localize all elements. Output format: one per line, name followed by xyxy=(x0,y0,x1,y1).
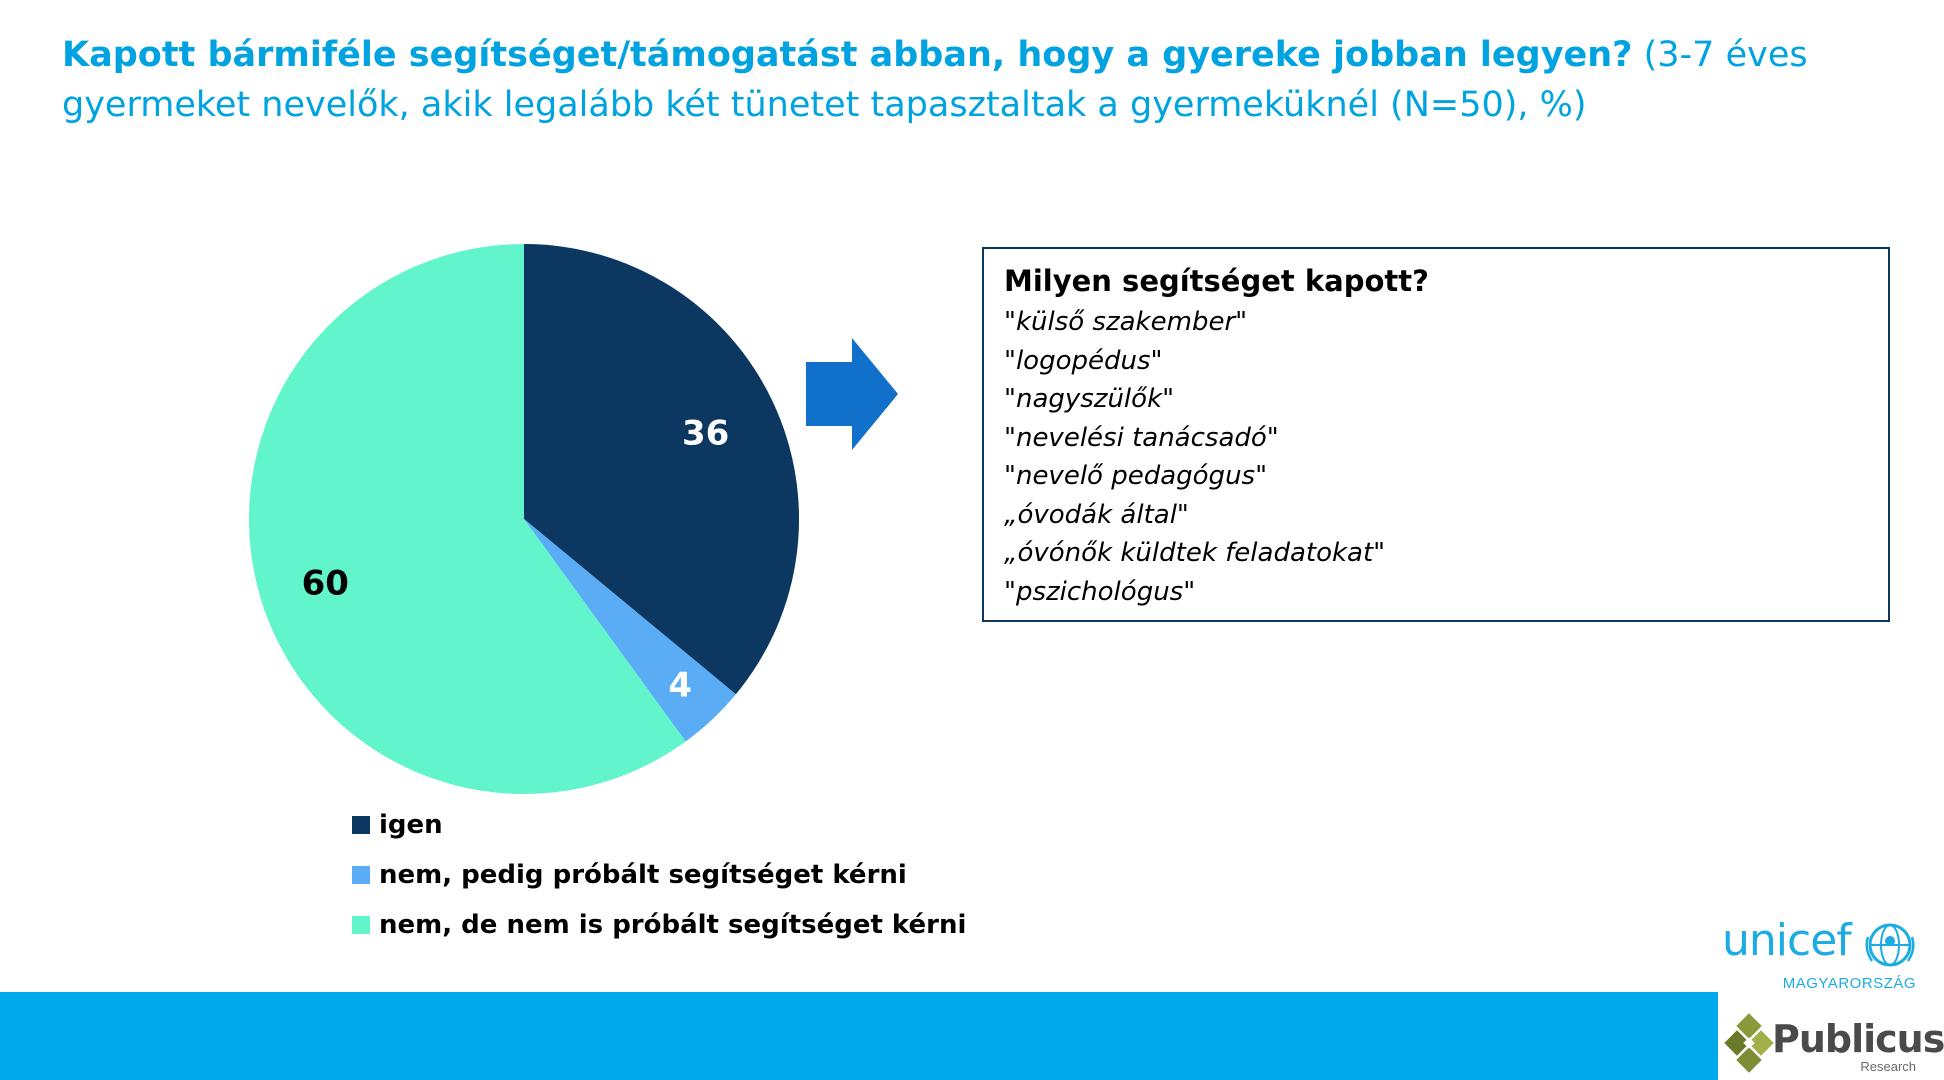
footer-bar xyxy=(0,992,1718,1080)
legend-item xyxy=(352,850,966,900)
publicus-research-label: Research xyxy=(1860,1059,1916,1074)
help-types-title: Milyen segítséget kapott? xyxy=(1004,264,1429,298)
publicus-diamond-icon xyxy=(1724,1015,1774,1071)
legend-label: nem, de nem is próbált segítséget kérni xyxy=(379,910,967,940)
chart-legend xyxy=(352,800,966,950)
help-type-item: „óvónők küldtek feladatokat" xyxy=(1004,538,1386,568)
unicef-logo xyxy=(1718,915,1920,995)
chart-title-subtitle: (3-7 éves gyermeket nevelők, akik legalább két tünetet tapasztaltak a gyermeküknél (N=50), %) xyxy=(62,35,1808,125)
help-type-item: "külső szakember" xyxy=(1004,307,1248,337)
pie-data-label: 60 xyxy=(301,563,349,604)
legend-swatch xyxy=(352,916,370,934)
pie-data-label: 36 xyxy=(681,413,730,454)
unicef-country-label: MAGYARORSZÁG xyxy=(1782,975,1916,992)
legend-label: nem, pedig próbált segítséget kérni xyxy=(379,860,907,890)
help-types-list xyxy=(1004,303,1868,611)
help-type-item: "nevelési tanácsadó" xyxy=(1004,422,1279,453)
legend-item xyxy=(352,800,966,850)
pie-slices xyxy=(249,244,799,794)
publicus-wordmark: Publicus xyxy=(1772,1017,1944,1061)
help-types-box xyxy=(982,247,1890,622)
help-type-item: "nagyszülők" xyxy=(1004,384,1175,414)
chart-title-question: Kapott bármiféle segítséget/támogatást abban, hogy a gyereke jobban legyen? xyxy=(62,35,1633,75)
publicus-logo xyxy=(1718,1005,1944,1080)
legend-swatch xyxy=(352,866,370,884)
legend-label: igen xyxy=(379,810,443,840)
help-type-item: "pszichológus" xyxy=(1004,576,1196,607)
unicef-wordmark: unicef xyxy=(1722,915,1851,966)
help-type-item: "nevelő pedagógus" xyxy=(1004,461,1268,491)
unicef-emblem-icon xyxy=(1864,919,1916,971)
help-type-item: "logopédus" xyxy=(1004,345,1163,376)
pie-data-label: 4 xyxy=(668,665,693,706)
help-type-item: „óvodák által" xyxy=(1004,499,1189,530)
legend-item xyxy=(352,900,966,950)
right-arrow-icon xyxy=(806,338,898,450)
legend-swatch xyxy=(352,816,370,834)
